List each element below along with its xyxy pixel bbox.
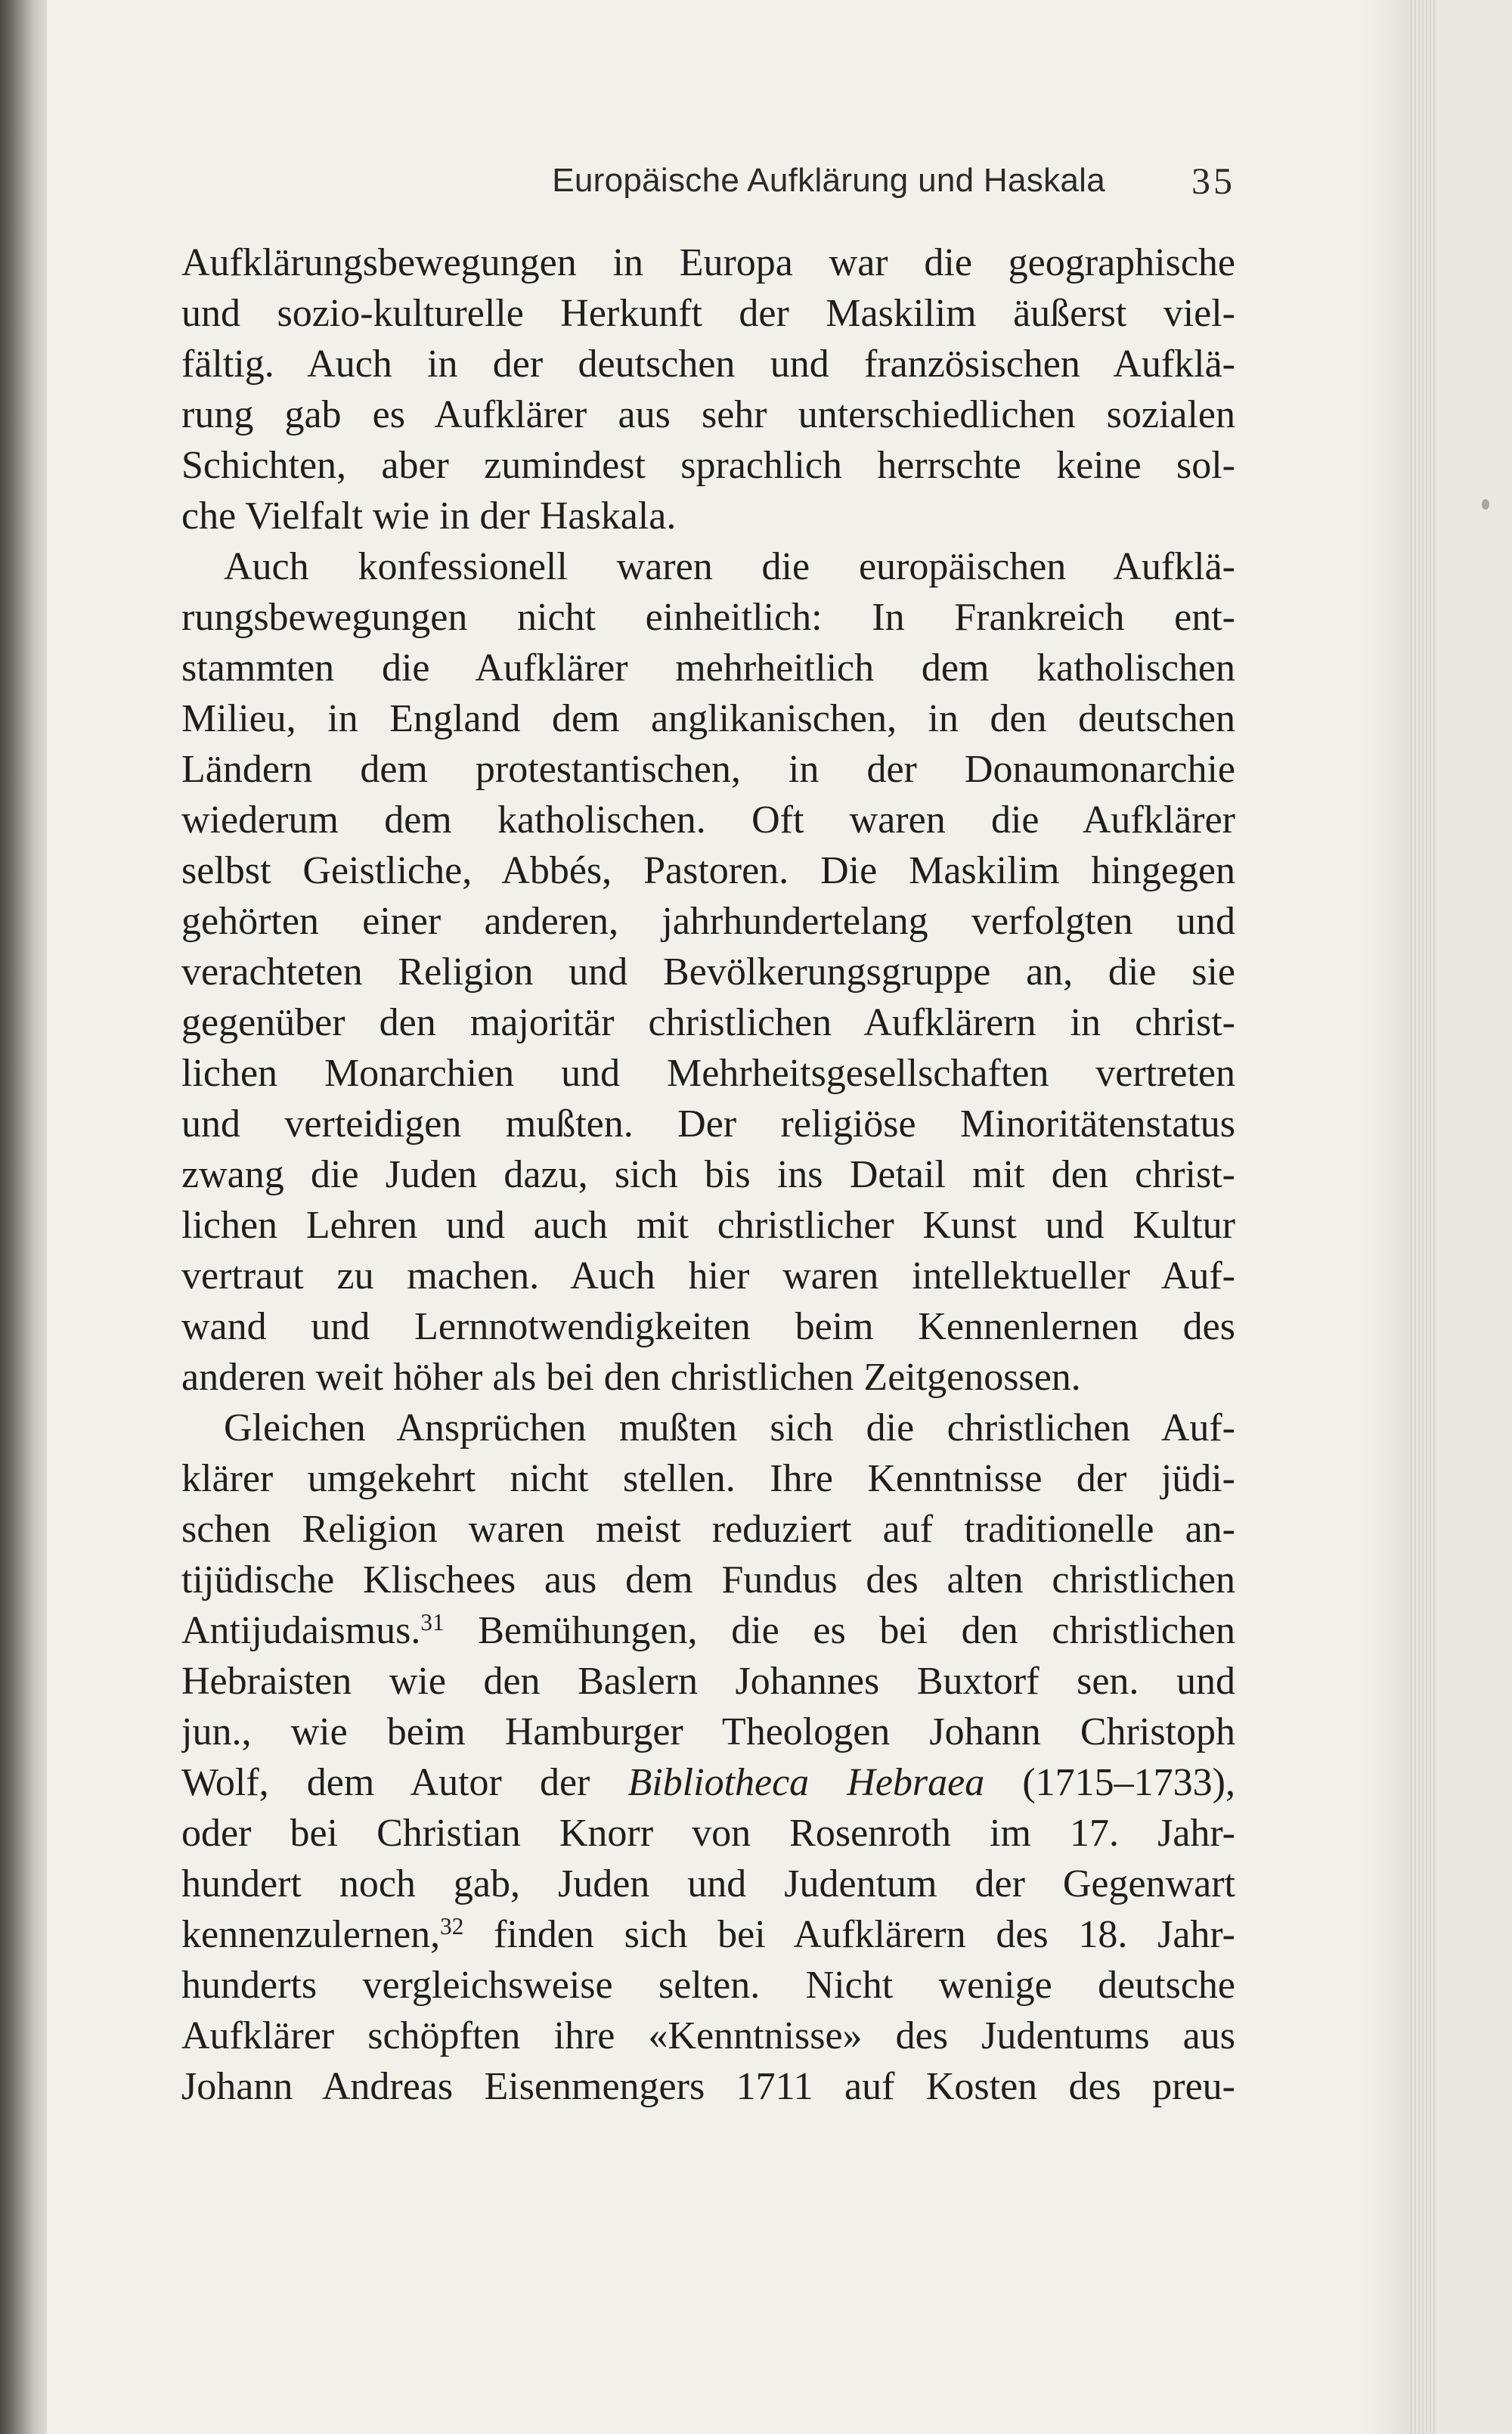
text-line: vertraut zu machen. Auch hier waren intellektueller Auf- bbox=[181, 1254, 1235, 1298]
text-line: verachteten Religion und Bevölkerungsgruppe an, die sie bbox=[181, 950, 1235, 994]
text-line: wand und Lernnotwendigkeiten beim Kennenlernen des bbox=[181, 1305, 1235, 1348]
text-line: Gleichen Ansprüchen mußten sich die christlichen Auf- bbox=[224, 1406, 1235, 1450]
text-line: gehörten einer anderen, jahrhundertelang verfolgten und bbox=[181, 900, 1235, 943]
text-line: gegenüber den majoritär christlichen Aufklärern in christ- bbox=[181, 1001, 1235, 1044]
book-spine-shadow bbox=[0, 0, 47, 2434]
text-line: Schichten, aber zumindest sprachlich herrschte keine sol- bbox=[181, 444, 1235, 487]
text-run: Bemühungen, die es bei den christlichen bbox=[444, 1609, 1235, 1652]
text-line: Ländern dem protestantischen, in der Donaumonarchie bbox=[181, 748, 1235, 791]
text-line: und sozio-kulturelle Herkunft der Maskilim äußerst viel- bbox=[181, 292, 1235, 335]
book-title-italic: Bibliotheca Hebraea bbox=[627, 1761, 985, 1804]
text-line: fältig. Auch in der deutschen und französischen Aufklä- bbox=[181, 343, 1235, 386]
text-line: anderen weit höher als bei den christlichen Zeitgenossen. bbox=[181, 1356, 1081, 1399]
text-line: wiederum dem katholischen. Oft waren die Aufklärer bbox=[181, 798, 1235, 842]
running-header bbox=[181, 157, 1235, 206]
text-line: und verteidigen mußten. Der religiöse Minoritätenstatus bbox=[181, 1102, 1235, 1146]
text-line: lichen Monarchien und Mehrheitsgesellschaften vertreten bbox=[181, 1052, 1235, 1095]
body-text bbox=[181, 237, 1235, 2112]
running-title: Europäische Aufklärung und Haskala bbox=[552, 162, 1105, 199]
text-line: klärer umgekehrt nicht stellen. Ihre Kenntnisse der jüdi- bbox=[181, 1457, 1235, 1500]
text-line: oder bei Christian Knorr von Rosenroth im 17. Jahr- bbox=[181, 1812, 1235, 1855]
text-line: che Vielfalt wie in der Haskala. bbox=[181, 495, 677, 538]
text-line: lichen Lehren und auch mit christlicher Kunst und Kultur bbox=[181, 1204, 1235, 1247]
text-line: stammten die Aufklärer mehrheitlich dem katholischen bbox=[181, 646, 1235, 690]
text-run: (1715–1733), bbox=[984, 1761, 1235, 1804]
text-run: Antijudaismus. bbox=[181, 1609, 421, 1652]
text-line: Aufklärer schöpften ihre «Kenntnisse» des Judentums aus bbox=[181, 2014, 1235, 2057]
text-line: selbst Geistliche, Abbés, Pastoren. Die Maskilim hingegen bbox=[181, 849, 1235, 892]
footnote-marker: 32 bbox=[440, 1912, 464, 1939]
text-line: rung gab es Aufklärer aus sehr unterschiedlichen sozialen bbox=[181, 393, 1235, 436]
text-line: rungsbewegungen nicht einheitlich: In Frankreich ent- bbox=[181, 596, 1235, 639]
text-line: Milieu, in England dem anglikanischen, in den deutschen bbox=[181, 697, 1235, 740]
page-number: 35 bbox=[1191, 160, 1235, 202]
text-line bbox=[181, 1605, 1235, 1656]
text-line: hunderts vergleichsweise selten. Nicht wenige deutsche bbox=[181, 1964, 1235, 2007]
footnote-marker: 31 bbox=[420, 1608, 445, 1636]
text-line: hundert noch gab, Juden und Judentum der Gegenwart bbox=[181, 1862, 1235, 1905]
text-line bbox=[181, 1757, 1235, 1808]
text-line: Aufklärungsbewegungen in Europa war die geographische bbox=[181, 241, 1235, 284]
text-line: Auch konfessionell waren die europäischen Aufklä- bbox=[224, 545, 1235, 588]
text-line: Johann Andreas Eisenmengers 1711 auf Kosten des preu- bbox=[181, 2065, 1235, 2108]
paper-spot bbox=[1482, 499, 1489, 510]
text-line: Hebraisten wie den Baslern Johannes Buxtorf sen. und bbox=[181, 1660, 1235, 1703]
text-run: Wolf, dem Autor der bbox=[181, 1761, 628, 1804]
text-line: tijüdische Klischees aus dem Fundus des alten christlichen bbox=[181, 1558, 1235, 1601]
text-run: finden sich bei Aufklärern des 18. Jahr- bbox=[463, 1913, 1235, 1956]
text-line: jun., wie beim Hamburger Theologen Johann Christoph bbox=[181, 1710, 1235, 1753]
text-run: kennenzulernen, bbox=[181, 1913, 441, 1956]
text-line: zwang die Juden dazu, sich bis ins Detail mit den christ- bbox=[181, 1153, 1235, 1196]
page-fore-edge bbox=[1411, 0, 1436, 2434]
text-line bbox=[181, 1909, 1235, 1960]
text-line: schen Religion waren meist reduziert auf traditionelle an- bbox=[181, 1508, 1235, 1551]
